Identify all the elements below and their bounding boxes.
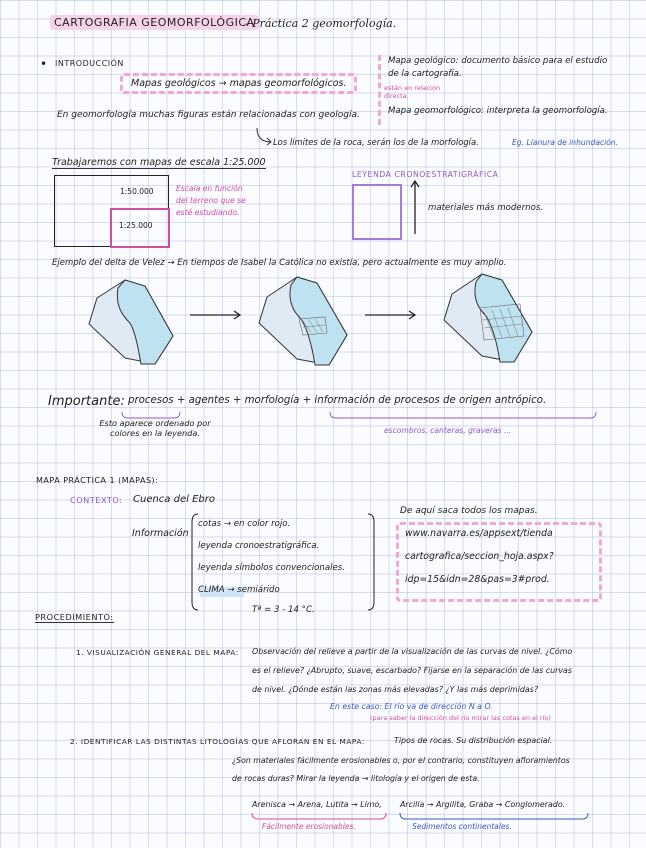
step1-case: En este caso: El río va de dirección N a O. bbox=[330, 702, 493, 711]
legend-title: LEYENDA CRONOESTRATIGRÁFICA bbox=[352, 170, 499, 179]
info-item-5: Tª = 3 - 14 °C. bbox=[252, 605, 315, 615]
intro-side-dash bbox=[378, 55, 381, 125]
info-item-2: leyenda cronoestratigráfica. bbox=[198, 541, 320, 551]
url-line-1: www.navarra.es/appsext/tienda bbox=[405, 528, 553, 539]
scale-note: Escala en función del terreno que se esté estudiando. bbox=[176, 184, 246, 217]
intro-label: INTRODUCCIÓN bbox=[55, 59, 124, 68]
note-geological-map: Mapa geológico: documento básico para el estudio de la cartografía. bbox=[388, 56, 608, 79]
rocks-erodible-note: Fácilmente erosionables. bbox=[262, 822, 356, 831]
url-line-3: idp=15&idn=28&pas=3#prod. bbox=[405, 574, 550, 585]
delta-text: Ejemplo del delta de Velez → En tiempos de Isabel la Católica no existía, pero actualmente es muy amplio. bbox=[52, 258, 507, 268]
bullet: • bbox=[40, 57, 48, 71]
intro-box: Mapas geológicos → mapas geomorfológicos. bbox=[120, 73, 357, 94]
limits-example: Eg. Llanura de inhundación. bbox=[512, 138, 619, 147]
page-subtitle: - Práctica 2 geomorfología. bbox=[245, 17, 397, 30]
delta-drawing-3 bbox=[440, 272, 540, 367]
delta-arrow-2 bbox=[365, 310, 419, 320]
step2-line-1: Tipos de rocas. Su distribución espacial. bbox=[394, 736, 553, 745]
info-label: Información bbox=[132, 528, 189, 539]
source-note: De aquí saca todos los mapas. bbox=[400, 506, 538, 516]
info-item-3: leyenda símbolos convencionales. bbox=[198, 563, 345, 573]
step2-line-2: ¿Son materiales fácilmente erosionables o, por el contrario, constituyen afloramientos bbox=[232, 756, 570, 765]
legend-arrow bbox=[410, 180, 420, 236]
rocks-continental-note: Sedimentos continentales. bbox=[412, 822, 512, 831]
note-relation: están en relación directa. bbox=[384, 84, 441, 100]
legend-box bbox=[352, 184, 402, 240]
important-note-left: Esto aparece ordenado por colores en la leyenda. bbox=[99, 418, 211, 438]
step1-line-1: Observación del relieve a partir de la visualización de las curvas de nivel. ¿Cómo bbox=[252, 647, 573, 656]
step2-line-3: de rocas duras? Mirar la leyenda → litología y el origen de esta. bbox=[232, 774, 480, 783]
step1-title: 1. VISUALIZACIÓN GENERAL DEL MAPA: bbox=[76, 648, 239, 657]
step1-line-3: de nivel. ¿Dónde están las zonas más elevadas? ¿Y las más deprimidas? bbox=[252, 685, 539, 694]
step1-line-2: es el relieve? ¿Abrupto, suave, escarbado? Fijarse en la separación de las curvas bbox=[252, 666, 572, 675]
limits-arrow bbox=[255, 128, 275, 148]
rocks-erodible: Arenisca → Arena, Lutita → Limo, bbox=[252, 800, 382, 809]
procedure-title: PROCEDIMIENTO: bbox=[35, 612, 114, 622]
rocks-continental: Arcilla → Argilita, Graba → Conglomerado. bbox=[400, 800, 566, 809]
note-geomorph-map: Mapa geomorfológico: interpreta la geomorfología. bbox=[388, 106, 608, 116]
practice-title: MAPA PRÁCTICA 1 (MAPAS): bbox=[36, 476, 159, 485]
scale-label-25000: 1:25.000 bbox=[119, 221, 153, 230]
step1-case-note: (para saber la dirección del río mirar las cotas en el río) bbox=[370, 714, 551, 722]
info-item-4: CLIMA → semiárido bbox=[198, 585, 280, 595]
info-item-1: cotas → en color rojo. bbox=[198, 519, 291, 529]
delta-drawing-2 bbox=[255, 275, 355, 370]
scale-title: Trabajaremos con mapas de escala 1:25.000 bbox=[52, 157, 266, 168]
important-label: Importante: bbox=[48, 394, 125, 409]
url-line-2: cartografica/seccion_hoja.aspx? bbox=[405, 551, 554, 562]
limits-text: Los límites de la roca, serán los de la morfología. bbox=[273, 137, 479, 147]
context-label: CONTEXTO: bbox=[70, 495, 123, 505]
legend-arrow-label: materiales más modernos. bbox=[428, 203, 544, 213]
delta-arrow-1 bbox=[190, 310, 244, 320]
delta-drawing-1 bbox=[85, 278, 180, 368]
step2-title: 2. IDENTIFICAR LAS DISTINTAS LITOLOGÍAS QUE AFLORAN EN EL MAPA: bbox=[70, 737, 365, 746]
intro-line-1: En geomorfología muchas figuras están relacionadas con geología. bbox=[57, 110, 360, 120]
scale-label-50000: 1:50.000 bbox=[120, 187, 154, 196]
important-note-right: escombros, canteras, graveras ... bbox=[384, 426, 512, 435]
page-title: CARTOGRAFIA GEOMORFOLÓGICA bbox=[50, 15, 259, 30]
important-formula: procesos + agentes + morfología + información de procesos de origen antrópico. bbox=[128, 395, 547, 406]
context-value: Cuenca del Ebro bbox=[133, 494, 215, 505]
